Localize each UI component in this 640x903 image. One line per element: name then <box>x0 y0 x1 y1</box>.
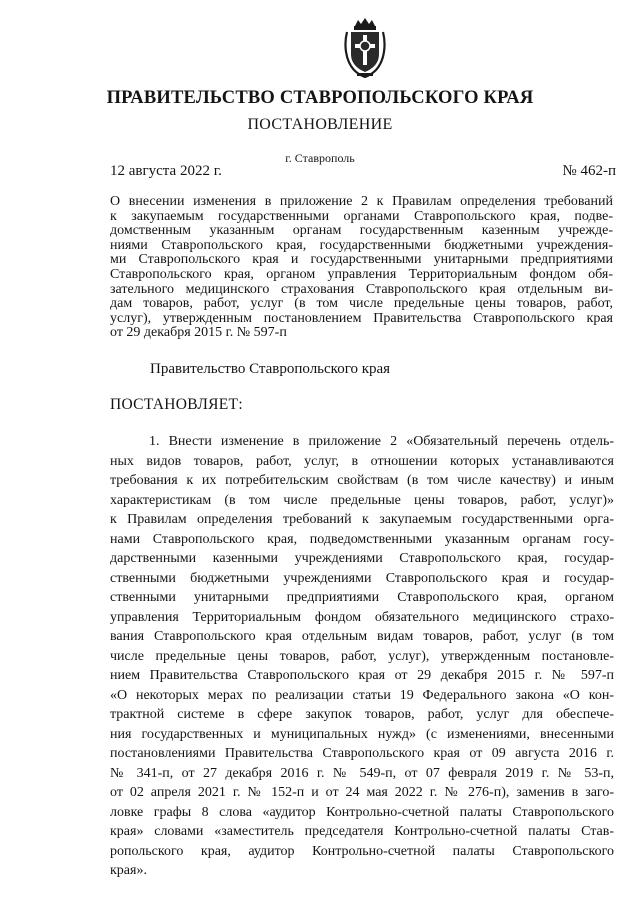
issuing-body: Правительство Ставропольского края <box>150 361 391 377</box>
body-line: нами Ставропольского края, подведомственными указанным органам госу- <box>110 531 614 547</box>
body-line: числе предельные цены товаров, работ, услуг), утвержденным постановле- <box>110 648 614 664</box>
subject-line: ми Ставропольского края и государственными унитарными предприятиями <box>110 252 613 268</box>
subject-line: домственным указанным органам государственным казенным учрежде- <box>110 223 613 239</box>
body-line: характеристикам (в том числе предельные цены товаров, работ, услуг)» <box>110 492 614 508</box>
subject-line: ниями Ставропольского края, государственными бюджетными учреждения- <box>110 237 613 253</box>
document-date: 12 августа 2022 г. <box>110 163 222 179</box>
resolves-heading: ПОСТАНОВЛЯЕТ: <box>110 396 243 413</box>
document-type: ПОСТАНОВЛЕНИЕ <box>247 116 393 133</box>
subject-line: услуг), утвержденным постановлением Правительства Ставропольского края <box>110 310 613 326</box>
body-line: управления Территориальным фондом обязательного медицинского страхо- <box>110 609 614 625</box>
body-line: ственными унитарными предприятиями Ставропольского края, органом <box>110 590 614 605</box>
coat-of-arms-emblem <box>342 18 388 78</box>
resolution-body <box>110 432 614 881</box>
document-number: № 462-п <box>562 163 616 179</box>
body-line: 1. Внести изменение в приложение 2 «Обязательный перечень отдель- <box>149 434 614 449</box>
subject-line: зательного медицинского страхования Ставропольского края отдельным ви- <box>110 281 613 297</box>
body-line: трактной системе в сфере закупок товаров, работ, услуг для обеспече- <box>110 707 614 722</box>
city: г. Ставрополь <box>285 151 355 165</box>
body-line: ственными бюджетными учреждениями Ставропольского края и государ- <box>110 570 614 586</box>
subject-line: Ставропольского края, органом управления Территориальным фондом обя- <box>110 266 613 282</box>
body-line: ния государственных и муниципальных нужд» (с изменениями, внесенными <box>110 726 614 742</box>
subject-line: О внесении изменения в приложение 2 к Правилам определения требований <box>110 194 613 209</box>
body-line: дарственными казенными учреждениями Ставропольского края, государ- <box>110 551 614 566</box>
body-line: требования к их потребительским свойствам (в том числе качеству) и иным <box>110 473 614 488</box>
subject-line: к закупаемым государственными органами Ставропольского края, подве- <box>110 208 613 224</box>
organization-title: ПРАВИТЕЛЬСТВО СТАВРОПОЛЬСКОГО КРАЯ <box>106 88 534 108</box>
body-line: ловке графы 8 слова «аудитор Контрольно-счетной палаты Ставропольского <box>110 804 614 820</box>
body-line: постановлениями Правительства Ставропольского края от 09 августа 2016 г. <box>110 746 614 761</box>
body-line: ропольского края, аудитор Контрольно-счетной палаты Ставропольского <box>110 843 614 859</box>
body-line: нием Правительства Ставропольского края от 29 декабря 2015 г. № 597-п <box>110 668 614 683</box>
body-line: «О некоторых мерах по реализации статьи 19 Федерального закона «О кон- <box>110 687 614 703</box>
subject-line: от 29 декабря 2015 г. № 597-п <box>110 325 287 341</box>
body-line: к Правилам определения требований к закупаемым государственными орга- <box>110 512 614 527</box>
body-line: № 341-п, от 27 декабря 2016 г. № 549-п, от 07 февраля 2019 г. № 53-п, <box>110 765 614 781</box>
subject-line: дам товаров, работ, услуг (в том числе предельные цены товаров, работ, <box>110 296 613 312</box>
body-line: вания Ставропольского края отдельным видам товаров, работ, услуг (в том <box>110 629 614 644</box>
document-subject <box>110 195 613 341</box>
body-line: ных видов товаров, работ, услуг, в отношении которых устанавливаются <box>110 453 614 469</box>
body-line: края». <box>110 863 147 878</box>
body-line: от 02 апреля 2021 г. № 152-п и от 24 мая 2022 г. № 276-п), заменив в заго- <box>110 785 614 800</box>
body-line: края» словами «заместитель председателя Контрольно-счетной палаты Став- <box>110 824 614 839</box>
